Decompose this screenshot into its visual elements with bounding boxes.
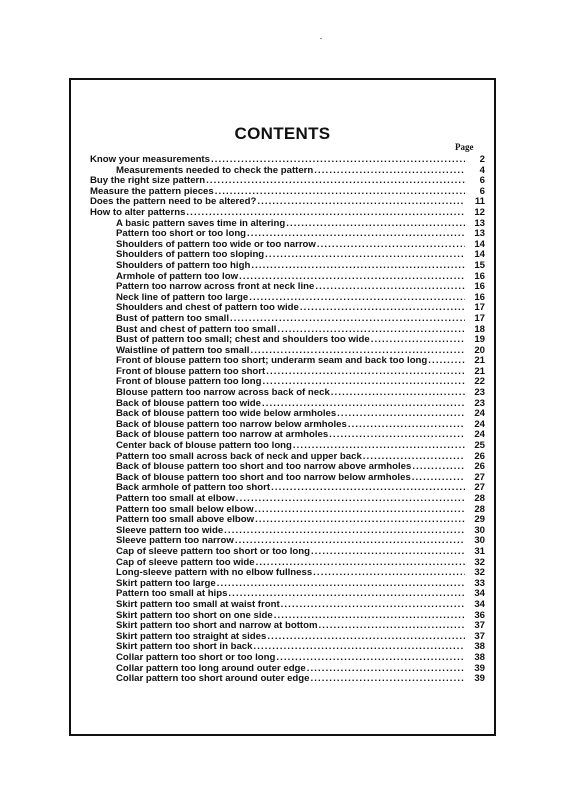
toc-entry-title: Sleeve pattern too narrow [116, 535, 234, 547]
dot-leader [306, 664, 465, 675]
toc-entry-title: Back of blouse pattern too short and too narrow below armholes [116, 471, 411, 483]
toc-entry-title: Measurements needed to check the pattern [116, 164, 314, 176]
toc-entry-page: 25 [474, 440, 485, 452]
toc-entry-title: Cap of sleeve pattern too short or too long [116, 545, 311, 557]
toc-entry-title: Collar pattern too short or too long [116, 651, 276, 663]
toc-entry-title: Collar pattern too short around outer edge [116, 673, 310, 685]
toc-entry-page: 39 [474, 662, 485, 674]
dot-leader [411, 462, 465, 473]
toc-entry-title: Blouse pattern too narrow across back of neck [116, 387, 330, 399]
toc-entry-title: Does the pattern need to be altered? [90, 196, 257, 208]
toc-entry-page: 32 [474, 556, 485, 568]
toc-entry-page: 34 [474, 588, 485, 600]
toc-entry [90, 208, 485, 219]
toc-entry-title: Skirt pattern too short and narrow at bottom [116, 620, 318, 632]
toc-entry-page: 36 [474, 609, 485, 621]
toc-entry-title: Back of blouse pattern too narrow at armholes [116, 429, 329, 441]
toc-entry-page: 37 [474, 630, 485, 642]
toc-entry-page: 13 [474, 217, 485, 229]
dot-leader [317, 621, 465, 632]
toc-entry-page: 14 [474, 238, 485, 250]
dot-leader [328, 430, 465, 441]
toc-entry-title: Skirt pattern too straight at sides [116, 630, 267, 642]
toc-entry-title: Front of blouse pattern too short [116, 365, 266, 377]
toc-entry-title: Front of blouse pattern too short; underarm seam and back too long [116, 355, 428, 367]
toc-entry-page: 30 [474, 524, 485, 536]
toc-entry-page: 28 [474, 493, 485, 504]
toc-entry-page: 32 [474, 567, 485, 579]
dot-leader [265, 367, 465, 378]
toc-entry-page: 21 [474, 365, 485, 377]
page-title: CONTENTS [234, 124, 331, 143]
toc-entry-page: 2 [479, 154, 485, 165]
toc-entry-page: 15 [474, 259, 485, 271]
toc-entry-title: Skirt pattern too short in back [116, 641, 253, 653]
dot-leader [266, 632, 465, 643]
toc-entry-page: 23 [474, 387, 485, 399]
toc-entry-title: Pattern too small below elbow [116, 503, 254, 515]
toc-entry-page: 19 [474, 334, 485, 346]
toc-entry [90, 314, 485, 325]
toc-entry-page: 26 [474, 450, 485, 462]
toc-entry-page: 23 [474, 397, 485, 409]
dot-leader [275, 653, 465, 664]
toc-entry-page: 16 [474, 270, 485, 282]
toc-entry-page: 37 [474, 620, 485, 632]
toc-entry-title: Collar pattern too long around outer edge [116, 662, 306, 674]
toc-entry-title: Waistline of pattern too small [116, 344, 250, 356]
toc-entry-title: Shoulders and chest of pattern too wide [116, 302, 299, 314]
toc-entry-title: Know your measurements [90, 154, 210, 165]
toc-entry-title: Sleeve pattern too wide [116, 524, 224, 536]
toc-entry-title: Back of blouse pattern too wide [116, 397, 261, 409]
toc-entry-title: Pattern too small at hips [116, 588, 228, 600]
toc-entry-title: Bust and chest of pattern too small [116, 323, 277, 335]
dot-leader [336, 409, 465, 420]
dot-leader [223, 526, 465, 537]
toc-entry-page: 28 [474, 503, 485, 515]
toc-entry-title: Pattern too short or too long [116, 228, 247, 240]
dot-leader [330, 388, 465, 399]
dot-leader [250, 261, 465, 272]
toc-entry-page: 38 [474, 641, 485, 653]
toc-entry-title: Long-sleeve pattern with no elbow fullness [116, 567, 313, 579]
toc-entry-page: 18 [474, 323, 485, 335]
toc-entry-title: Back armhole of pattern too short [116, 482, 271, 494]
toc-entry-title: How to alter patterns [90, 206, 186, 218]
toc-entry-title: Skirt pattern too short on one side [116, 609, 273, 621]
dot-leader [299, 303, 465, 314]
page-column-header: Page [455, 142, 474, 152]
toc-entry [90, 653, 485, 664]
toc-entry-title: Pattern too small at elbow [116, 493, 235, 504]
toc-entry-page: 34 [474, 598, 485, 610]
dot-leader [216, 579, 465, 590]
toc-entry-page: 16 [474, 281, 485, 293]
dot-leader [210, 155, 465, 166]
toc-entry-title: Pattern too narrow across front at neck line [116, 281, 315, 293]
toc-entry-title: Front of blouse pattern too long [116, 376, 262, 388]
toc-entry-title: Armhole of pattern too low [116, 270, 239, 282]
toc-entry-page: 21 [474, 355, 485, 367]
toc-entry-page: 22 [474, 376, 485, 388]
dot-leader [347, 420, 465, 431]
toc-entry-title: Bust of pattern too small; chest and shoulders too wide [116, 334, 370, 346]
dot-leader [370, 335, 465, 346]
toc-entry-page: 29 [474, 514, 485, 526]
dot-leader [256, 197, 465, 208]
toc-entry-page: 6 [479, 185, 485, 197]
dot-leader [280, 600, 465, 611]
dot-leader [316, 240, 465, 251]
toc-entry-title: Back of blouse pattern too wide below armholes [116, 408, 337, 420]
dot-leader [264, 250, 465, 261]
toc-entry-page: 13 [474, 228, 485, 240]
toc-entry-page: 17 [474, 302, 485, 314]
toc-entry-title: Cap of sleeve pattern too wide [116, 556, 255, 568]
toc-entry [90, 674, 485, 685]
toc-entry-page: 27 [474, 482, 485, 494]
toc-entry-title: Bust of pattern too small [116, 312, 229, 324]
toc-entry-page: 24 [474, 429, 485, 441]
toc-entry-title: Back of blouse pattern too short and too narrow above armholes [116, 461, 412, 473]
toc-entry-title: Back of blouse pattern too narrow below armholes [116, 418, 347, 430]
toc-entry-title: Measure the pattern pieces [90, 185, 214, 197]
dot-leader [312, 568, 465, 579]
dot-leader [310, 547, 465, 558]
toc-entry-title: Pattern too small above elbow [116, 514, 255, 526]
toc-entry-title: Neck line of pattern too large [116, 291, 249, 303]
dot-leader [285, 219, 465, 230]
toc-entry-page: 4 [479, 164, 485, 176]
toc-entry-title: Skirt pattern too large [116, 577, 216, 589]
dot-leader [229, 314, 465, 325]
toc-entry-title: Pattern too small across back of neck and upper back [116, 450, 362, 462]
dot-leader [313, 166, 465, 177]
dot-leader [205, 176, 465, 187]
toc-entry [90, 155, 485, 166]
toc-entry-title: A basic pattern saves time in altering [116, 217, 286, 229]
toc-entry-title: Shoulders of pattern too high [116, 259, 251, 271]
toc-entry-title: Shoulders of pattern too wide or too narrow [116, 238, 316, 250]
toc-entry-page: 20 [474, 344, 485, 356]
toc-entry-page: 31 [474, 545, 485, 557]
dot-leader [314, 282, 465, 293]
dot-leader [185, 208, 465, 219]
toc-entry-page: 26 [474, 461, 485, 473]
toc-entry-page: 16 [474, 291, 485, 303]
toc-entry-page: 17 [474, 312, 485, 324]
toc-entry-page: 30 [474, 535, 485, 547]
toc-entry [90, 600, 485, 611]
toc-entry-title: Center back of blouse pattern too long [116, 440, 292, 452]
toc-entry [90, 261, 485, 272]
toc-entry-page: 11 [474, 196, 485, 208]
toc-entry-page: 33 [474, 577, 485, 589]
toc-entry-page: 12 [474, 206, 485, 218]
table-of-contents [90, 155, 485, 685]
toc-entry-page: 27 [474, 471, 485, 483]
dot-leader [252, 642, 465, 653]
toc-entry-page: 14 [474, 249, 485, 261]
scan-speck [320, 38, 322, 39]
dot-leader [427, 356, 465, 367]
toc-entry-title: Buy the right size pattern [90, 175, 206, 187]
toc-entry-page: 24 [474, 408, 485, 420]
toc-entry-page: 6 [479, 175, 485, 187]
toc-entry-page: 38 [474, 651, 485, 663]
dot-leader [254, 505, 465, 516]
dot-leader [309, 674, 465, 685]
dot-leader [235, 494, 465, 505]
toc-entry-title: Skirt pattern too small at waist front [116, 598, 280, 610]
toc-entry-title: Shoulders of pattern too sloping [116, 249, 265, 261]
dot-leader [254, 515, 465, 526]
dot-leader [411, 473, 465, 484]
toc-entry-page: 24 [474, 418, 485, 430]
toc-entry-page: 39 [474, 673, 485, 685]
toc-entry [90, 494, 485, 505]
toc-entry [90, 547, 485, 558]
dot-leader [270, 483, 465, 494]
